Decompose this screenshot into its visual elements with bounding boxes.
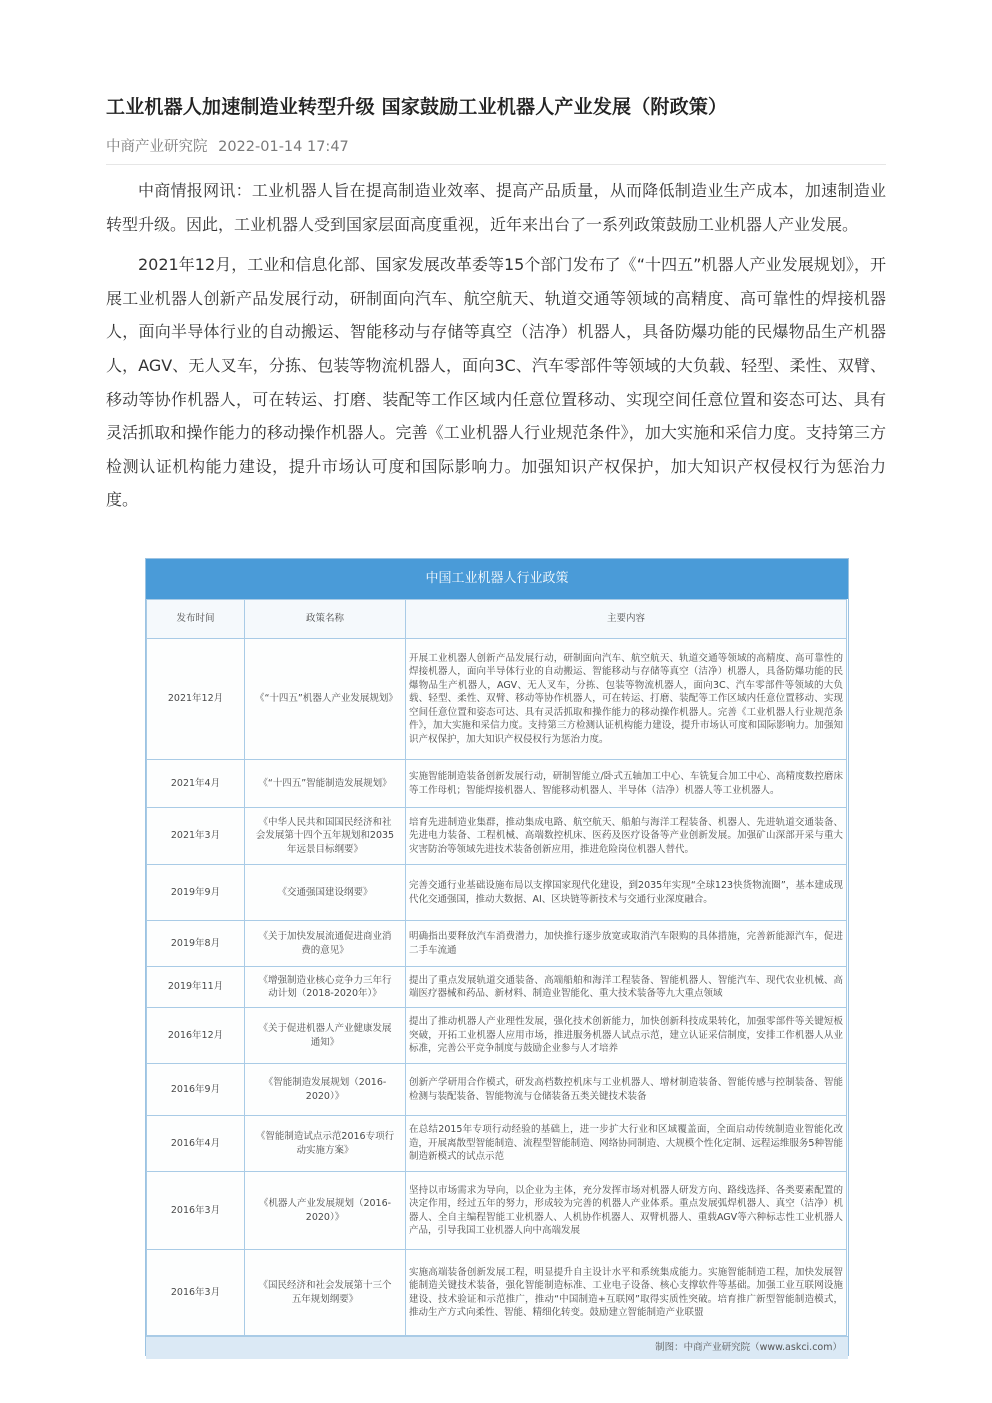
policy-table-title: 中国工业机器人行业政策 [146, 559, 848, 599]
policy-table-figure [145, 558, 849, 1356]
table-row [147, 1116, 847, 1172]
paragraph-policy: 2021年12月，工业和信息化部、国家发展改革委等15个部门发布了《“十四五”机器人产业发展规划》，开展工业机器人创新产品发展行动，研制面向汽车、航空航天、轨道交通等领域的高精度、高可靠性的焊接机器人，面向半导体行业的自动搬运、智能移动与存储等真空（洁净）机器人，具备防爆功能的民爆物品生产机器人，AGV、无人叉车，分拣、包装等物流机器人，面向3C、汽车零部件等领域的大负载、轻型、柔性、双臂、移动等协作机器人，可在转运、打磨、装配等工作区域内任意位置移动、实现空间任意位置和姿态可达、具有灵活抓取和操作能力的移动操作机器人。完善《工业机器人行业规范条件》，加大实施和采信力度。支持第三方检测认证机构能力建设，提升市场认可度和国际影响力。加强知识产权保护，加大知识产权侵权行为惩治力度。 [106, 255, 886, 510]
article-source[interactable]: 中商产业研究院 [106, 139, 208, 155]
row-date: 2021年12月 [147, 639, 245, 760]
table-row [147, 865, 847, 921]
policy-table [146, 599, 847, 1336]
header-date: 发布时间 [147, 600, 245, 639]
row-date: 2021年3月 [147, 808, 245, 865]
table-row [147, 760, 847, 808]
table-row [147, 1064, 847, 1116]
row-date: 2016年9月 [147, 1064, 245, 1116]
table-header-row [147, 600, 847, 639]
row-policy-name: 《交通强国建设纲要》 [245, 865, 406, 921]
row-date: 2016年4月 [147, 1116, 245, 1172]
table-row [147, 808, 847, 865]
row-content: 培育先进制造业集群，推动集成电路、航空航天、船舶与海洋工程装备、机器人、先进轨道交通装备、先进电力装备、工程机械、高端数控机床、医药及医疗设备等产业创新发展。加强矿山深部开采与重大灾害防治等领域先进技术装备创新应用，推进危险岗位机器人替代。 [406, 808, 847, 865]
row-content: 实施高端装备创新发展工程，明显提升自主设计水平和系统集成能力。实施智能制造工程，加快发展智能制造关键技术装备，强化智能制造标准、工业电子设备、核心支撑软件等基础。加强工业互联网设施建设、技术验证和示范推广，推动“中国制造+互联网”取得实质性突破。培育推广新型智能制造模式，推动生产方式向柔性、智能、精细化转变。鼓励建立智能制造产业联盟 [406, 1250, 847, 1336]
header-content: 主要内容 [406, 600, 847, 639]
article-datetime: 2022-01-14 17:47 [218, 139, 349, 155]
row-content: 完善交通行业基础设施布局以支撑国家现代化建设，到2035年实现“全球123快货物流圈”，基本建成现代化交通强国，推动大数据、AI、区块链等新技术与交通行业深度融合。 [406, 865, 847, 921]
paragraph-intro: 中商情报网讯：工业机器人旨在提高制造业效率、提高产品质量，从而降低制造业生产成本，加速制造业转型升级。因此，工业机器人受到国家层面高度重视，近年来出台了一系列政策鼓励工业机器人产业发展。 [106, 181, 886, 234]
row-policy-name: 《关于促进机器人产业健康发展通知》 [245, 1008, 406, 1064]
table-row [147, 1250, 847, 1336]
row-date: 2016年12月 [147, 1008, 245, 1064]
row-policy-name: 《智能制造发展规划（2016-2020）》 [245, 1064, 406, 1116]
row-policy-name: 《机器人产业发展规划（2016-2020）》 [245, 1172, 406, 1250]
article-title: 工业机器人加速制造业转型升级 国家鼓励工业机器人产业发展（附政策） [106, 96, 728, 118]
row-content: 提出了推动机器人产业理性发展，强化技术创新能力，加快创新科技成果转化，加强零部件等关键短板突破，开拓工业机器人应用市场，推进服务机器人试点示范，建立认证采信制度，安排工作机器人从业标准，完善公平竞争制度与鼓励企业参与人才培养 [406, 1008, 847, 1064]
row-date: 2016年3月 [147, 1172, 245, 1250]
row-content: 提出了重点发展轨道交通装备、高端船舶和海洋工程装备、智能机器人、智能汽车、现代农业机械、高端医疗器械和药品、新材料、制造业智能化、重大技术装备等九大重点领域 [406, 967, 847, 1008]
table-row [147, 967, 847, 1008]
row-date: 2019年8月 [147, 921, 245, 967]
row-policy-name: 《“十四五”智能制造发展规划》 [245, 760, 406, 808]
row-policy-name: 《中华人民共和国国民经济和社会发展第十四个五年规划和2035年远景目标纲要》 [245, 808, 406, 865]
row-policy-name: 《“十四五”机器人产业发展规划》 [245, 639, 406, 760]
row-content: 在总结2015年专项行动经验的基础上，进一步扩大行业和区域覆盖面，全面启动传统制造业智能化改造，开展离散型智能制造、流程型智能制造、网络协同制造、大规模个性化定制、远程运维服务5种智能制造新模式的试点示范 [406, 1116, 847, 1172]
row-policy-name: 《智能制造试点示范2016专项行动实施方案》 [245, 1116, 406, 1172]
row-content: 创新产学研用合作模式，研发高档数控机床与工业机器人、增材制造装备、智能传感与控制装备、智能检测与装配装备、智能物流与仓储装备五类关键技术装备 [406, 1064, 847, 1116]
row-content: 明确指出要释放汽车消费潜力，加快推行逐步放宽或取消汽车限购的具体措施，完善新能源汽车，促进二手车流通 [406, 921, 847, 967]
table-row [147, 1172, 847, 1250]
table-row [147, 921, 847, 967]
row-policy-name: 《增强制造业核心竞争力三年行动计划（2018-2020年）》 [245, 967, 406, 1008]
title-divider [106, 164, 886, 165]
row-policy-name: 《关于加快发展流通促进商业消费的意见》 [245, 921, 406, 967]
row-date: 2019年11月 [147, 967, 245, 1008]
table-source-note: 制图：中商产业研究院（www.askci.com） [146, 1336, 848, 1359]
row-date: 2016年3月 [147, 1250, 245, 1336]
row-date: 2019年9月 [147, 865, 245, 921]
row-content: 实施智能制造装备创新发展行动，研制智能立/卧式五轴加工中心、车铣复合加工中心、高精度数控磨床等工作母机；智能焊接机器人、智能移动机器人、半导体（洁净）机器人等工业机器人。 [406, 760, 847, 808]
table-row [147, 1008, 847, 1064]
row-policy-name: 《国民经济和社会发展第十三个五年规划纲要》 [245, 1250, 406, 1336]
article-body [106, 174, 886, 524]
table-body [147, 639, 847, 1336]
row-content: 坚持以市场需求为导向，以企业为主体，充分发挥市场对机器人研发方向、路线选择、各类要素配置的决定作用，经过五年的努力，形成较为完善的机器人产业体系。重点发展弧焊机器人、真空（洁净）机器人、全自主编程智能工业机器人、人机协作机器人、双臂机器人、重载AGV等六种标志性工业机器人产品，引导我国工业机器人向中高端发展 [406, 1172, 847, 1250]
table-row [147, 639, 847, 760]
row-content: 开展工业机器人创新产品发展行动，研制面向汽车、航空航天、轨道交通等领域的高精度、高可靠性的焊接机器人，面向半导体行业的自动搬运、智能移动与存储等真空（洁净）机器人，具备防爆功能的民爆物品生产机器人，AGV、无人叉车，分拣、包装等物流机器人，面向3C、汽车零部件等领域的大负载、轻型、柔性、双臂、移动等协作机器人，可在转运、打磨、装配等工作区域内任意位置移动、实现空间任意位置和姿态可达、具有灵活抓取和操作能力的移动操作机器人。完善《工业机器人行业规范条件》，加大实施和采信力度。支持第三方检测认证机构能力建设，提升市场认可度和国际影响力。加强知识产权保护，加大知识产权侵权行为惩治力度。 [406, 639, 847, 760]
row-date: 2021年4月 [147, 760, 245, 808]
article-meta [106, 135, 349, 156]
header-name: 政策名称 [245, 600, 406, 639]
